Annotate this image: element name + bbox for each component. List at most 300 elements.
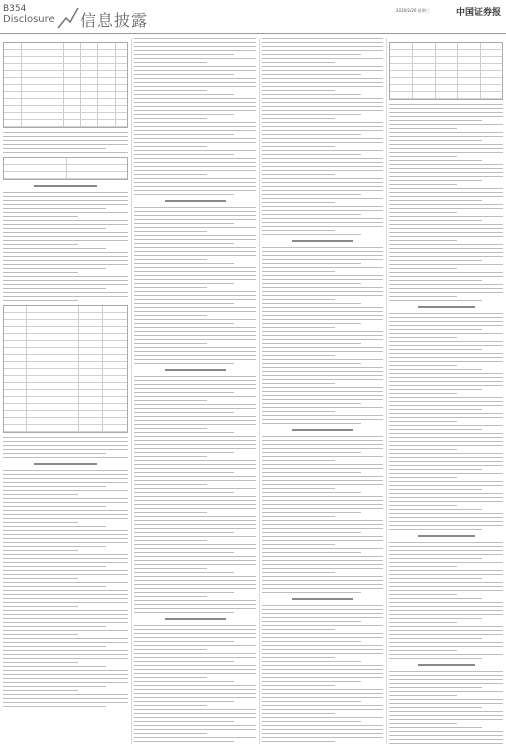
text-line [262, 645, 383, 646]
text-line [389, 393, 457, 394]
text-line [262, 484, 383, 485]
text-line [389, 160, 482, 161]
text-line [262, 170, 383, 171]
text-line [389, 461, 503, 462]
text-line [3, 264, 128, 265]
text-line [262, 351, 383, 352]
text-line [262, 198, 383, 199]
text-line [389, 731, 503, 732]
text-line [389, 373, 503, 374]
text-line [262, 110, 383, 111]
text-line [3, 594, 128, 595]
table-row [4, 334, 127, 341]
text-line [262, 403, 361, 404]
text-line [389, 578, 482, 579]
text-line [262, 279, 383, 280]
text-line [134, 74, 234, 75]
text-line [389, 288, 503, 289]
data-table [3, 305, 128, 433]
text-line [262, 182, 383, 183]
text-line [3, 666, 106, 667]
text-line [389, 598, 482, 599]
text-line [134, 384, 256, 385]
text-line [389, 650, 457, 651]
text-line [134, 677, 207, 678]
table-row [390, 92, 502, 99]
text-line [3, 558, 128, 559]
text-line [389, 485, 503, 486]
section-heading [292, 429, 353, 431]
text-line [262, 629, 335, 630]
text-line [389, 216, 503, 217]
text-line [262, 476, 383, 477]
text-line [3, 546, 106, 547]
text-line [3, 276, 128, 277]
text-line [389, 405, 503, 406]
text-line [134, 339, 256, 340]
table-column-line [102, 306, 103, 432]
text-line [3, 642, 128, 643]
text-line [389, 152, 503, 153]
text-line [262, 588, 383, 589]
text-line [134, 516, 256, 517]
text-line [134, 66, 256, 67]
text-line [134, 669, 256, 670]
text-line [262, 737, 383, 738]
section-heading [34, 463, 97, 465]
text-line [262, 500, 383, 501]
text-line [134, 331, 256, 332]
text-line [134, 396, 256, 397]
text-line [134, 182, 256, 183]
text-line [389, 509, 482, 510]
text-line [134, 536, 256, 537]
text-line [134, 219, 256, 220]
text-line [262, 617, 383, 618]
text-line [262, 689, 383, 690]
text-line [262, 130, 383, 131]
section-heading [34, 185, 97, 187]
text-line [262, 552, 361, 553]
text-line [3, 256, 128, 257]
table-row [4, 99, 127, 106]
text-line [3, 554, 128, 555]
text-line [3, 300, 78, 301]
text-line [134, 436, 256, 437]
text-line [389, 397, 503, 398]
text-line [262, 347, 383, 348]
text-line [134, 504, 256, 505]
text-line [262, 206, 383, 207]
text-line [134, 311, 256, 312]
text-line [262, 488, 335, 489]
text-line [389, 695, 457, 696]
data-table [3, 42, 128, 128]
text-line [262, 649, 383, 650]
text-line [134, 685, 256, 686]
text-line [262, 291, 383, 292]
text-line [389, 654, 503, 655]
text-line [134, 697, 256, 698]
text-line [3, 654, 128, 655]
table-row [4, 50, 127, 57]
text-line [3, 674, 128, 675]
text-line [262, 162, 383, 163]
text-line [389, 300, 482, 301]
text-line [134, 544, 256, 545]
text-line [262, 725, 383, 726]
text-line [262, 38, 383, 39]
text-line [134, 142, 256, 143]
text-line [134, 380, 256, 381]
text-line [134, 303, 234, 304]
text-line [389, 558, 482, 559]
text-line [3, 144, 128, 145]
text-line [389, 317, 503, 318]
text-line [134, 484, 207, 485]
table-row [4, 404, 127, 411]
text-line [3, 470, 128, 471]
text-line [389, 493, 503, 494]
text-line [134, 287, 207, 288]
table-row [4, 43, 127, 50]
text-line [389, 136, 503, 137]
text-line [262, 146, 335, 147]
text-line [389, 457, 503, 458]
text-line [389, 646, 503, 647]
text-line [262, 568, 383, 569]
section-name-english: Disclosure [3, 14, 55, 25]
text-line [389, 739, 503, 740]
text-line [134, 649, 207, 650]
text-line [3, 630, 128, 631]
section-heading [165, 200, 226, 202]
text-line [3, 566, 106, 567]
text-line [262, 319, 383, 320]
text-line [134, 596, 207, 597]
text-line [134, 315, 207, 316]
text-line [262, 681, 361, 682]
text-line [262, 178, 383, 179]
text-line [134, 608, 256, 609]
text-line [134, 408, 256, 409]
text-line [134, 576, 256, 577]
text-line [262, 637, 383, 638]
text-line [3, 562, 128, 563]
text-line [262, 42, 383, 43]
table-row [4, 313, 127, 320]
text-line [134, 178, 256, 179]
table-row [4, 362, 127, 369]
text-line [262, 415, 383, 416]
text-line [134, 82, 256, 83]
text-line [262, 436, 383, 437]
text-line [389, 566, 457, 567]
table-column-line [80, 43, 81, 127]
text-line [134, 114, 234, 115]
text-line [3, 530, 128, 531]
text-line [262, 218, 383, 219]
text-line [3, 646, 106, 647]
text-line [3, 457, 128, 458]
text-line [134, 327, 256, 328]
text-line [262, 86, 383, 87]
text-line [389, 634, 503, 635]
text-line [389, 276, 503, 277]
text-line [134, 476, 256, 477]
text-line [389, 108, 503, 109]
text-line [3, 522, 78, 523]
text-line [134, 400, 207, 401]
text-line [3, 650, 128, 651]
text-line [262, 468, 383, 469]
text-line [3, 550, 78, 551]
text-line [134, 661, 234, 662]
text-line [262, 50, 383, 51]
text-line [262, 299, 335, 300]
text-line [134, 38, 256, 39]
text-line [389, 409, 482, 410]
text-line [134, 729, 256, 730]
text-line [262, 709, 383, 710]
text-line [262, 605, 383, 606]
text-line [134, 150, 256, 151]
text-line [389, 260, 482, 261]
text-line [134, 50, 256, 51]
text-line [3, 538, 128, 539]
table-row [4, 120, 127, 127]
text-line [262, 528, 383, 529]
text-line [389, 727, 482, 728]
text-line [3, 228, 106, 229]
table-column-line [435, 43, 436, 99]
text-line [3, 482, 128, 483]
text-column-3 [262, 38, 383, 744]
text-line [262, 287, 383, 288]
text-line [262, 613, 383, 614]
text-line [3, 240, 128, 241]
text-line [262, 267, 383, 268]
text-line [3, 598, 128, 599]
text-line [134, 194, 234, 195]
text-line [262, 633, 383, 634]
text-line [262, 379, 383, 380]
text-line [134, 629, 256, 630]
text-line [3, 148, 106, 149]
text-line [134, 58, 256, 59]
text-line [389, 699, 503, 700]
text-line [134, 98, 256, 99]
text-line [262, 331, 383, 332]
text-line [389, 683, 503, 684]
text-line [389, 232, 503, 233]
text-line [389, 192, 503, 193]
text-line [262, 444, 383, 445]
data-table [3, 157, 128, 180]
text-line [3, 614, 128, 615]
text-line [262, 275, 383, 276]
text-line [134, 392, 234, 393]
text-line [134, 580, 256, 581]
text-line [262, 122, 383, 123]
text-line [389, 691, 503, 692]
table-row [390, 57, 502, 64]
text-line [3, 232, 128, 233]
text-line [134, 733, 207, 734]
text-line [3, 236, 128, 237]
text-line [134, 412, 234, 413]
text-line [389, 292, 503, 293]
text-line [389, 735, 503, 736]
table-row [4, 92, 127, 99]
text-line [389, 622, 457, 623]
text-line [389, 453, 503, 454]
text-line [134, 166, 256, 167]
text-line [262, 540, 383, 541]
text-line [389, 703, 503, 704]
text-line [262, 733, 383, 734]
text-line [389, 542, 503, 543]
text-line [134, 673, 256, 674]
text-line [3, 506, 106, 507]
table-row [390, 50, 502, 57]
text-line [262, 584, 383, 585]
table-row [4, 78, 127, 85]
text-line [134, 633, 256, 634]
text-line [389, 264, 503, 265]
text-line [3, 490, 128, 491]
text-column-4 [389, 38, 503, 744]
text-line [3, 200, 128, 201]
text-line [134, 279, 256, 280]
text-line [262, 323, 361, 324]
text-line [389, 228, 503, 229]
text-line [134, 359, 256, 360]
text-line [134, 737, 256, 738]
text-line [389, 433, 503, 434]
text-line [134, 388, 256, 389]
text-line [134, 130, 256, 131]
text-line [389, 369, 482, 370]
text-line [262, 524, 383, 525]
text-line [389, 513, 503, 514]
text-line [262, 669, 383, 670]
text-line [389, 164, 503, 165]
text-line [262, 677, 383, 678]
text-line [134, 62, 207, 63]
text-line [389, 618, 482, 619]
text-line [262, 460, 335, 461]
text-line [262, 411, 335, 412]
text-line [389, 469, 482, 470]
text-line [262, 576, 383, 577]
table-row [4, 341, 127, 348]
table-column-line [115, 43, 116, 127]
text-line [262, 516, 335, 517]
table-row [390, 78, 502, 85]
text-line [134, 259, 207, 260]
text-line [262, 592, 361, 593]
text-line [262, 641, 361, 642]
text-line [389, 353, 503, 354]
text-line [262, 62, 335, 63]
table-row [4, 327, 127, 334]
text-line [389, 296, 457, 297]
text-line [389, 377, 503, 378]
text-line [134, 42, 256, 43]
text-line [134, 540, 207, 541]
text-line [262, 419, 383, 420]
text-line [389, 517, 503, 518]
text-line [389, 715, 503, 716]
newspaper-logo: 中国证券报 [456, 8, 502, 18]
text-line [134, 243, 234, 244]
column-divider [259, 38, 260, 744]
text-line [3, 453, 106, 454]
text-line [262, 118, 335, 119]
text-line [134, 70, 256, 71]
text-line [134, 448, 256, 449]
text-column-2 [134, 38, 256, 744]
text-line [3, 582, 128, 583]
text-line [3, 212, 128, 213]
text-line [389, 489, 482, 490]
text-line [134, 235, 256, 236]
text-line [389, 719, 503, 720]
text-line [134, 464, 256, 465]
text-line [3, 534, 128, 535]
text-line [134, 689, 256, 690]
text-line [3, 284, 128, 285]
text-line [134, 295, 256, 296]
text-line [134, 440, 256, 441]
table-row [4, 57, 127, 64]
text-line [262, 142, 383, 143]
text-line [134, 46, 256, 47]
text-line [134, 709, 256, 710]
text-line [262, 713, 335, 714]
text-line [262, 556, 383, 557]
text-line [262, 158, 383, 159]
text-line [134, 492, 234, 493]
text-line [262, 230, 335, 231]
text-line [3, 590, 128, 591]
text-line [3, 192, 128, 193]
text-line [3, 618, 128, 619]
section-heading [292, 598, 353, 600]
text-line [134, 508, 256, 509]
text-line [262, 383, 335, 384]
issue-date: 2020/2/26 星期三 [396, 8, 430, 13]
text-line [389, 445, 503, 446]
text-line [134, 271, 256, 272]
text-line [3, 296, 128, 297]
text-line [134, 456, 207, 457]
text-line [262, 544, 335, 545]
text-line [134, 472, 234, 473]
text-line [3, 658, 128, 659]
text-line [389, 449, 457, 450]
text-line [389, 638, 482, 639]
text-line [3, 622, 128, 623]
table-row [4, 425, 127, 432]
section-heading [418, 535, 475, 537]
text-line [389, 401, 503, 402]
text-line [389, 630, 503, 631]
text-line [389, 521, 503, 522]
column-divider [131, 38, 132, 744]
text-line [262, 625, 383, 626]
